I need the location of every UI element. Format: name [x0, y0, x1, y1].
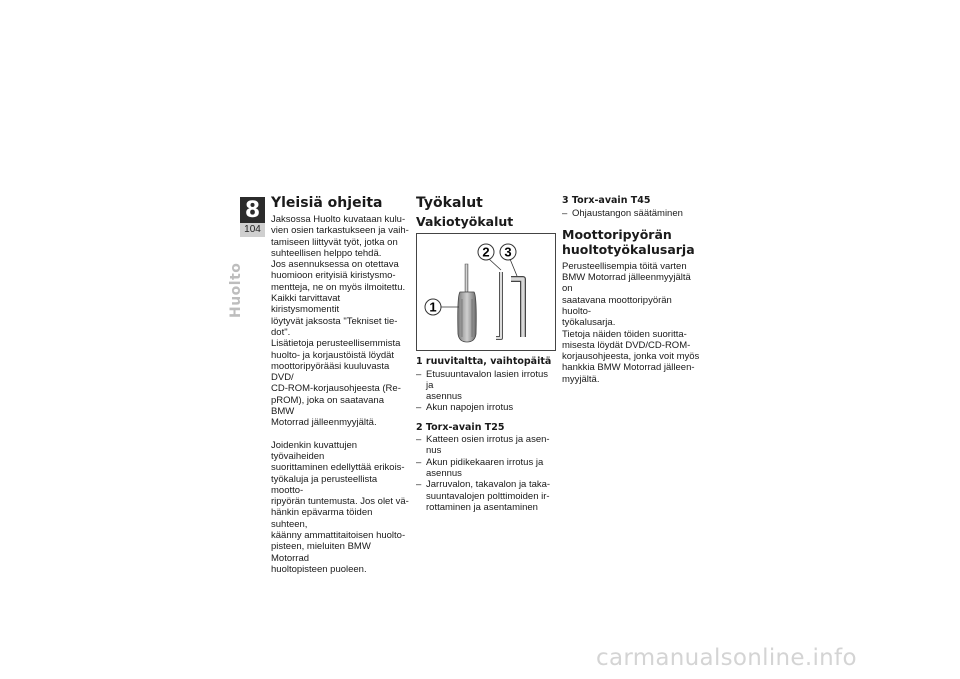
list-item: – Etusuuntavalon lasien irrotus ja asennus — [416, 369, 556, 403]
page-number: 104 — [240, 223, 265, 237]
callout-label-2: 2 — [482, 244, 490, 260]
tools-illustration — [417, 234, 555, 350]
screwdriver-illustration — [458, 264, 477, 342]
general-paragraph-1: Jaksossa Huolto kuvataan kulu- vien osien tarkastukseen ja vaih- tamiseen liittyvät työt, jotka on suhteellisen helppo tehdä. Jos asennuksessa on otettava huomioon erityisiä kiristysmo- menttejа, ne on myös ilmoitettu. Kaikki tarvittavat kiristysmomentit löytyvät jaksosta "Tekniset tie- dot". Lisätietoja perusteellisemmista huolto- ja korjaustöistä löydät moottoripyörääsi kuuluvasta DVD/ CD-ROM-korjausohjeesta (Re- pROM), joka on saatavana BMW Motorrad jälleenmyyjältä. — [271, 214, 409, 429]
general-paragraph-2: Joidenkin kuvattujen työvaiheiden suorittaminen edellyttää erikois- työkaluja ja perusteellista mootto- ripyörän tuntemusta. Jos olet vä- hänkin epävarma töiden suhteen, käänny ammattitaitoisen huolto- pisteen, mieluiten BMW Motorrad huoltopisteen puoleen. — [271, 439, 409, 575]
tool-2-title: 2 Torx-avain T25 — [416, 421, 505, 433]
subheading-standard-tools: Vakiotyökalut — [416, 214, 514, 229]
service-kit-paragraph: Perusteellisempia töitä varten BMW Motorrad jälleenmyyjältä on saatavana moottoripyörän huolto- työkalusarja. Tietoja näiden töiden suoritta- misesta löydät DVD/CD-ROM- korjausohjeesta, jonka voit myös hankkia BMW Motorrad jälleen- myyjältä. — [562, 260, 700, 385]
subheading-service-kit: Moottoripyörän huoltotyökalusarja — [562, 226, 695, 257]
torx-t45-illustration — [511, 279, 523, 337]
tools-figure — [416, 233, 556, 351]
column-general-notes — [271, 195, 409, 575]
tool-3-uses — [562, 208, 702, 219]
chapter-tab — [240, 197, 265, 237]
list-item: – Jarruvalon, takavalon ja taka- suuntavalojen polttimoiden ir- rottaminen ja asentaminen — [416, 479, 556, 513]
list-item: – Katteen osien irrotus ja asen- nus — [416, 434, 556, 457]
tool-1-uses — [416, 369, 556, 414]
chapter-side-label: Huolto — [228, 262, 244, 318]
section-heading-tools: Työkalut — [416, 195, 483, 211]
callout-label-1: 1 — [429, 299, 437, 315]
tool-2-uses — [416, 434, 556, 513]
watermark: carmanualsonline.info — [596, 645, 857, 671]
column-service-kit — [562, 195, 702, 385]
callout-label-3: 3 — [504, 244, 512, 260]
tool-3-title: 3 Torx-avain T45 — [562, 195, 651, 206]
list-item: – Ohjaustangon säätäminen — [562, 208, 702, 219]
chapter-number: 8 — [240, 197, 265, 223]
tool-1-title: 1 ruuvitaltta, vaihtopäitä — [416, 356, 552, 367]
torx-t25-illustration — [496, 272, 501, 338]
section-heading-general: Yleisiä ohjeita — [271, 195, 383, 211]
column-tools — [416, 195, 556, 513]
list-item: – Akun napojen irrotus — [416, 402, 556, 413]
list-item: – Akun pidikekaaren irrotus ja asennus — [416, 457, 556, 480]
